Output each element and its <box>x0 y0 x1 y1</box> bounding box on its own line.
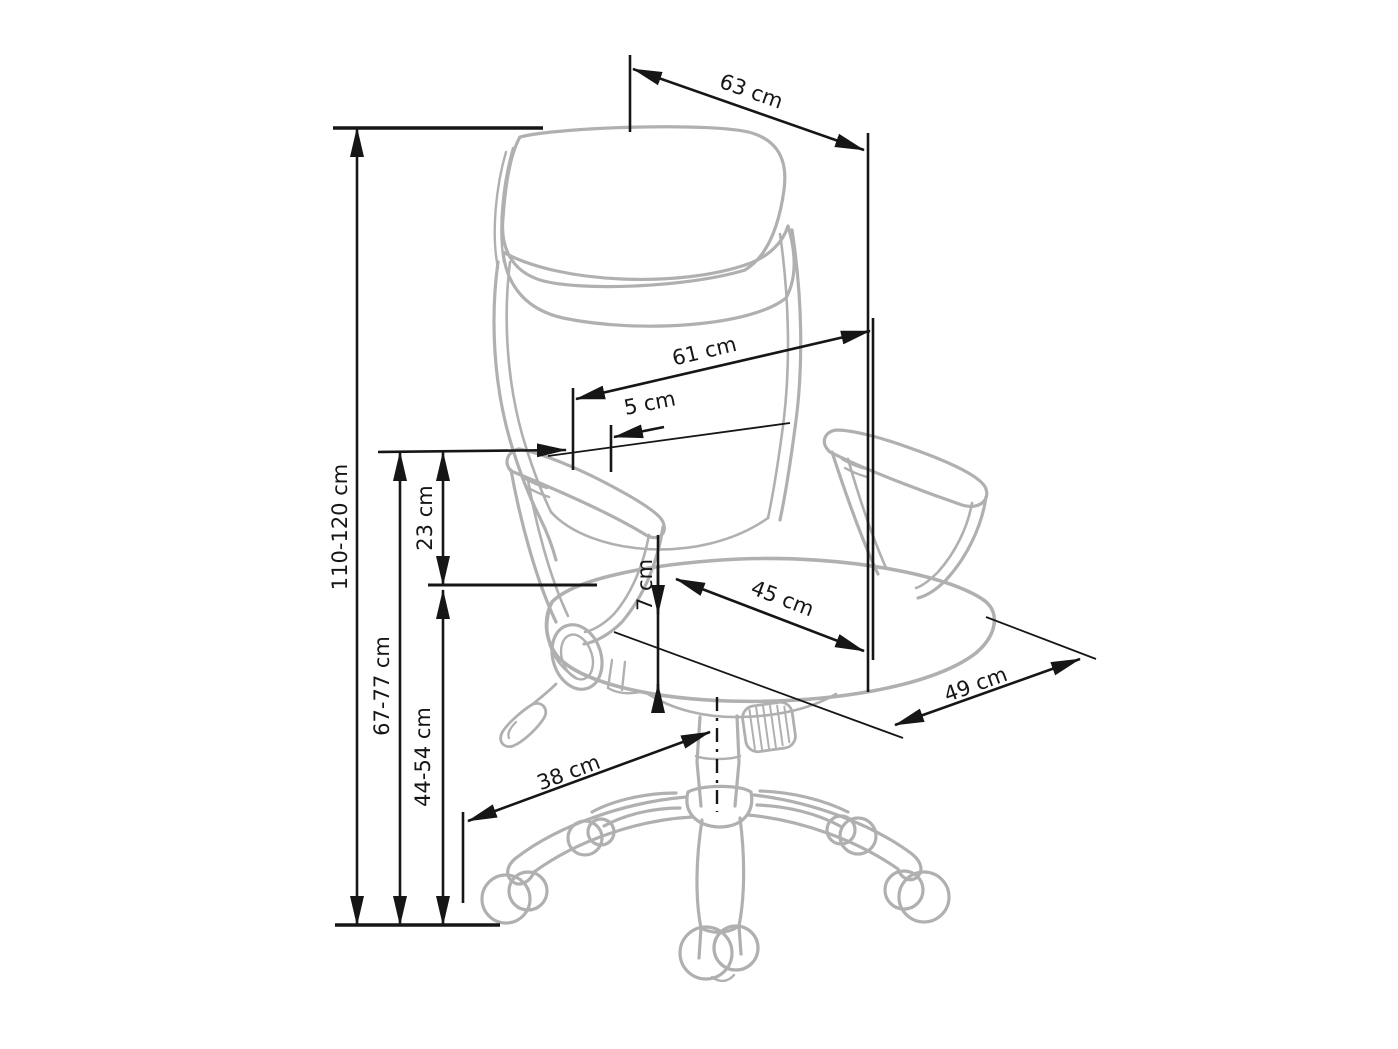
dim-label-seat-depth: 49 cm <box>940 662 1011 707</box>
dimension-seat-width <box>676 576 864 651</box>
dim-label-base-leg-span: 38 cm <box>533 749 604 796</box>
armrest-left <box>507 449 664 644</box>
dimension-seat-depth <box>614 617 1096 738</box>
dim-label-backrest-armrest-offset: 5 cm <box>621 386 678 420</box>
dim-label-backrest-width: 61 cm <box>669 331 739 371</box>
dim-label-floor-to-armrest: 67-77 cm <box>370 636 394 736</box>
base-legs <box>482 791 949 981</box>
tilt-lever <box>501 684 556 747</box>
dim-label-seat-height: 44-54 cm <box>411 707 435 807</box>
caster-right <box>899 872 949 922</box>
dim-label-headrest-top-width: 63 cm <box>716 69 787 114</box>
dim-label-seat-thickness: 7 cm <box>633 558 657 612</box>
dimension-floor-to-armrest <box>370 452 400 925</box>
chair-drawing <box>482 127 994 981</box>
dim-label-armrest-above-seat: 23 cm <box>413 485 437 551</box>
caster-front <box>680 927 732 979</box>
dimension-armrest-above-seat <box>413 452 597 585</box>
dim-label-seat-width: 45 cm <box>747 575 818 622</box>
dimension-backrest-armrest-offset <box>378 386 790 472</box>
caster-left <box>482 875 530 923</box>
headrest <box>495 127 794 326</box>
dimension-seat-thickness <box>633 535 658 700</box>
dimension-seat-height <box>411 590 443 925</box>
dimension-annotations <box>328 55 1096 925</box>
dim-label-overall-height: 110-120 cm <box>328 463 352 591</box>
